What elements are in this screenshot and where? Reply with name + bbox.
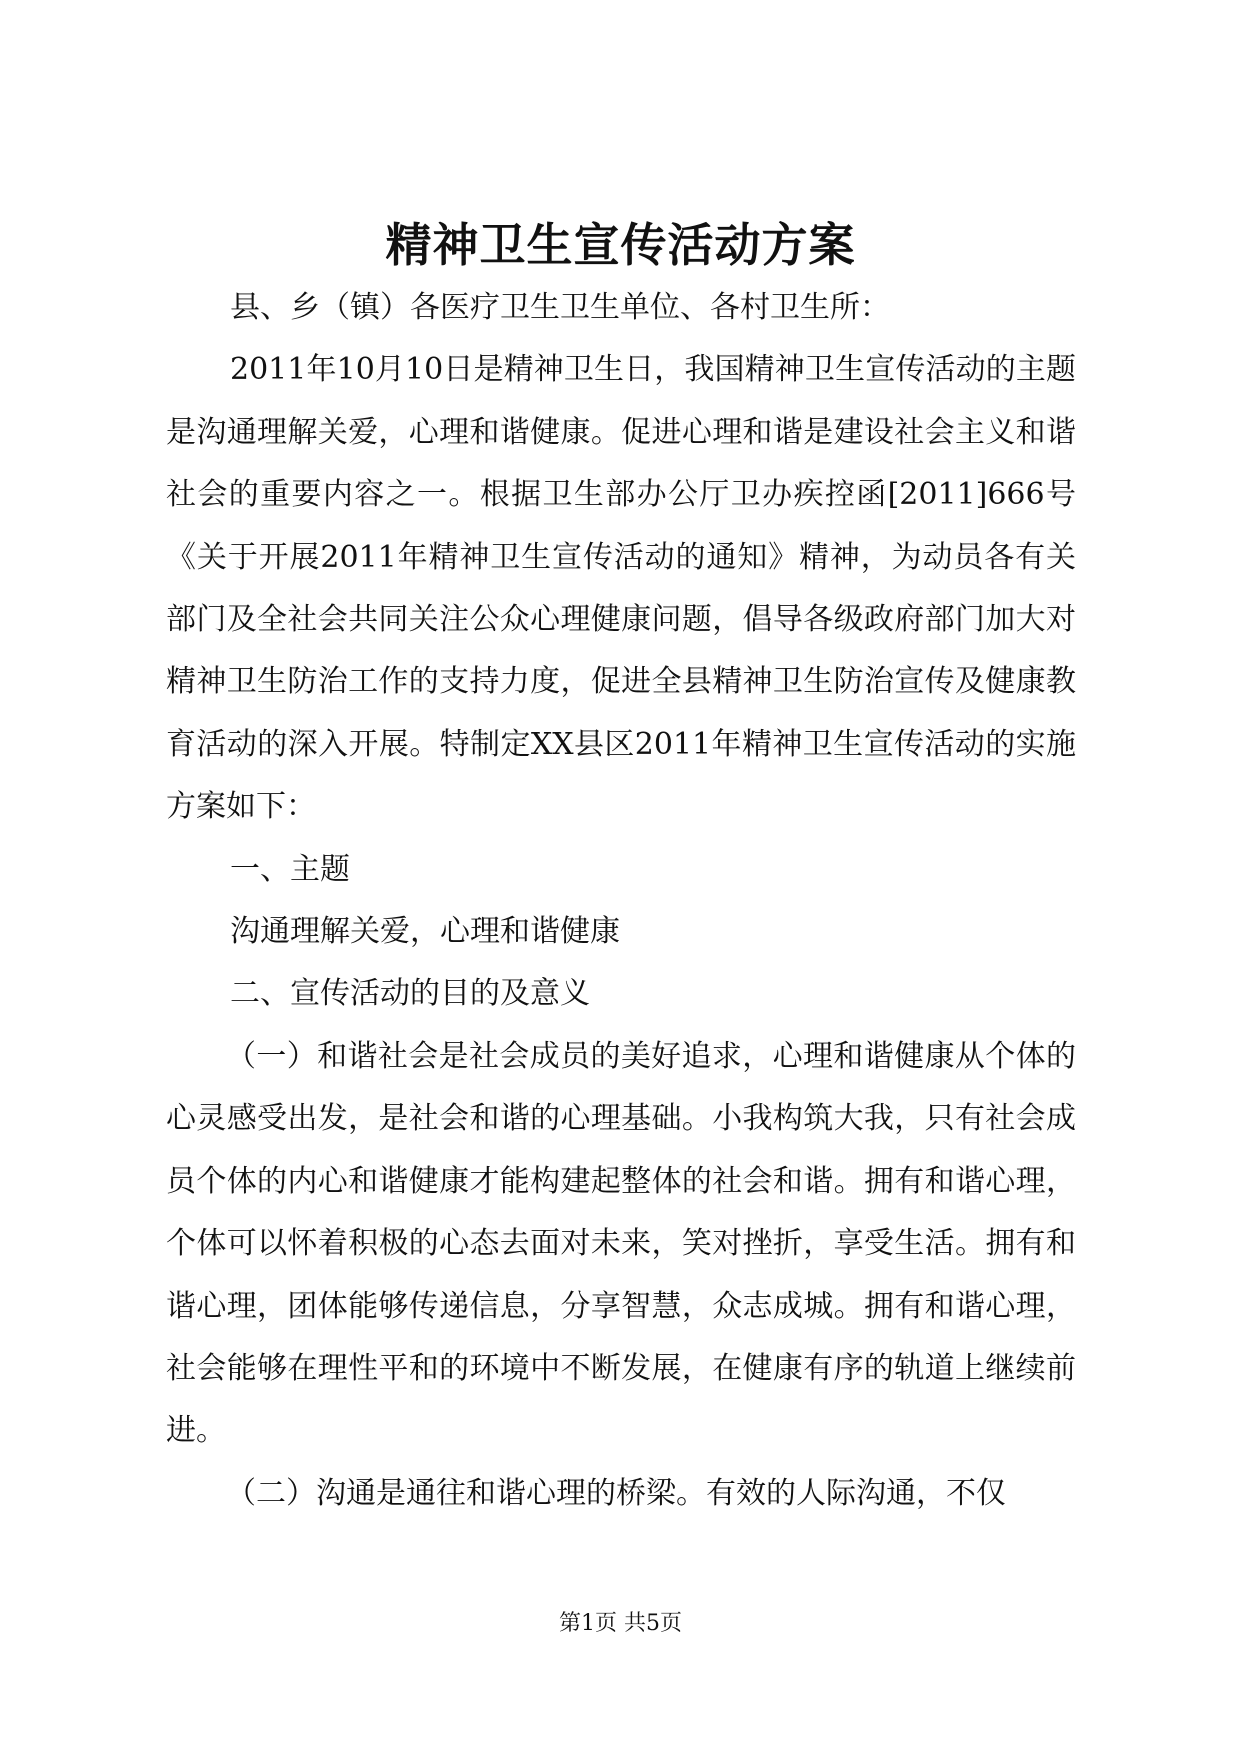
document-body bbox=[166, 277, 1076, 1525]
paragraph-intro: 2011年10月10日是精神卫生日，我国精神卫生宣传活动的主题是沟通理解关爱，心理和谐健康。促进心理和谐是建设社会主义和谐社会的重要内容之一。根据卫生部办公厅卫办疾控函[2011]666号《关于开展2011年精神卫生宣传活动的通知》精神，为动员各有关部门及全社会共同关注公众心理健康问题，倡导各级政府部门加大对精神卫生防治工作的支持力度，促进全县精神卫生防治宣传及健康教育活动的深入开展。特制定XX县区2011年精神卫生宣传活动的实施方案如下： bbox=[166, 352, 1076, 825]
page-number-footer: 第1页 共5页 bbox=[559, 1611, 682, 1636]
section-heading-theme: 一、主题 bbox=[230, 851, 350, 887]
document-title: 精神卫生宣传活动方案 bbox=[385, 218, 856, 272]
section-heading-purpose: 二、宣传活动的目的及意义 bbox=[230, 976, 590, 1012]
paragraph-theme: 沟通理解关爱，心理和谐健康 bbox=[230, 914, 620, 950]
paragraph-purpose-2: （二）沟通是通往和谐心理的桥梁。有效的人际沟通，不仅 bbox=[226, 1475, 1006, 1511]
paragraph-purpose-1: （一）和谐社会是社会成员的美好追求，心理和谐健康从个体的心灵感受出发，是社会和谐的心理基础。小我构筑大我，只有社会成员个体的内心和谐健康才能构建起整体的社会和谐。拥有和谐心理，个体可以怀着积极的心态去面对未来，笑对挫折，享受生活。拥有和谐心理，团体能够传递信息，分享智慧，众志成城。拥有和谐心理，社会能够在理性平和的环境中不断发展，在健康有序的轨道上继续前进。 bbox=[166, 1038, 1076, 1449]
paragraph-addressee: 县、乡（镇）各医疗卫生卫生单位、各村卫生所： bbox=[230, 290, 890, 325]
